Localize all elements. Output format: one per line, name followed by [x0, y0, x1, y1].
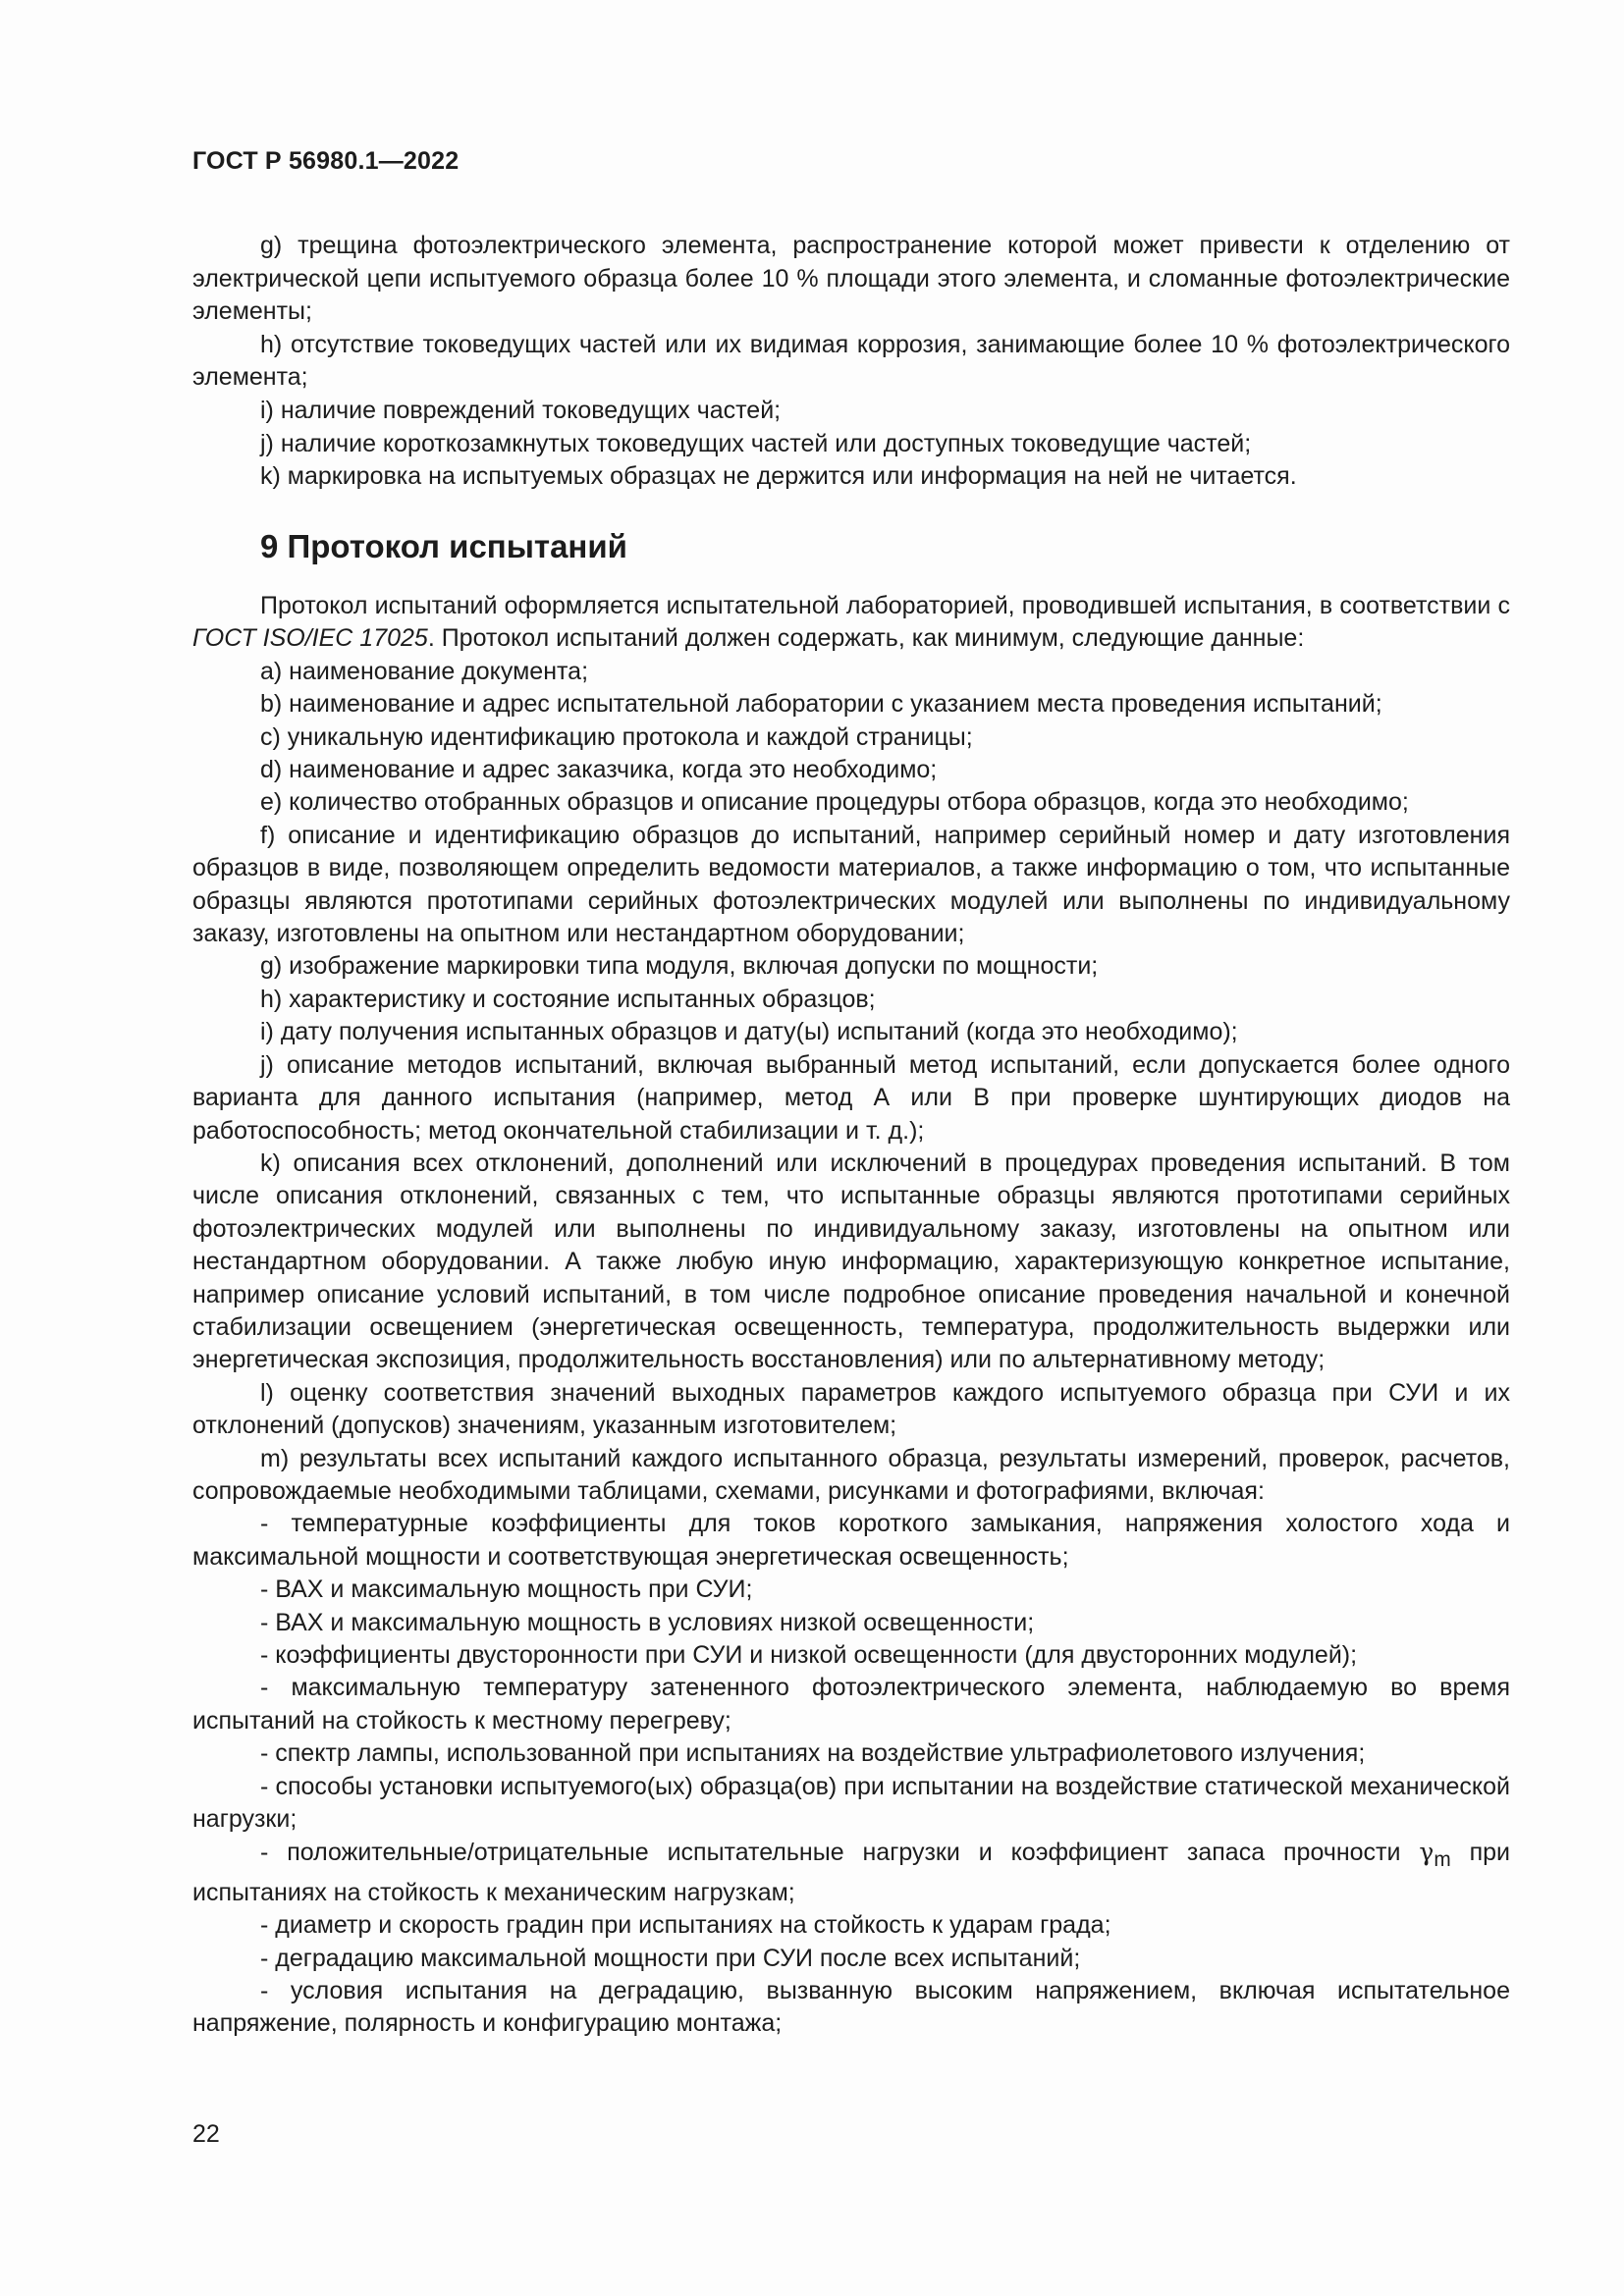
list-item: j) наличие короткозамкнутых токоведущих частей или доступных токоведущие частей;	[260, 429, 1252, 457]
list-item-gamma	[192, 1836, 1510, 1909]
intro-text: Протокол испытаний оформляется испытательной лабораторией, проводившей испытания, в соответствии с	[260, 592, 1510, 619]
list-item: m) результаты всех испытаний каждого испытанного образца, результаты измерений, проверок, расчетов, сопровождаемые необходимыми таблицами, схемами, рисунками и фотографиями, включая:	[192, 1444, 1510, 1505]
list-item: - диаметр и скорость градин при испытаниях на стойкость к ударам града;	[260, 1911, 1111, 1940]
list-item: - спектр лампы, использованной при испытаниях на воздействие ультрафиолетового излучения;	[260, 1739, 1366, 1768]
list-item: - температурные коэффициенты для токов короткого замыкания, напряжения холостого хода и максимальной мощности и соответствующая энергетическая освещенность;	[192, 1510, 1510, 1571]
gamma-symbol: γ	[1419, 1838, 1435, 1867]
list-item: i) наличие повреждений токоведущих частей;	[260, 396, 782, 424]
list-item: - максимальную температуру затененного фотоэлектрического элемента, наблюдаемую во время испытаний на стойкость к местному перегреву;	[192, 1674, 1510, 1735]
list-item: - деградацию максимальной мощности при СУИ после всех испытаний;	[260, 1944, 1081, 1972]
list-item: a) наименование документа;	[260, 657, 589, 685]
list-item: - коэффициенты двусторонности при СУИ и низкой освещенности (для двусторонних модулей);	[260, 1641, 1358, 1669]
gamma-subscript: m	[1434, 1848, 1451, 1872]
intro-paragraph	[192, 590, 1510, 656]
section-9-body	[192, 590, 1510, 2041]
list-item: d) наименование и адрес заказчика, когда это необходимо;	[260, 756, 938, 784]
list-item: - ВАХ и максимальную мощность при СУИ;	[260, 1575, 753, 1604]
list-item: b) наименование и адрес испытательной лаборатории с указанием места проведения испытаний;	[260, 690, 1382, 719]
list-item: h) характеристику и состояние испытанных образцов;	[260, 985, 876, 1013]
list-item: k) маркировка на испытуемых образцах не держится или информация на ней не читается.	[260, 462, 1297, 491]
list-item: g) изображение маркировки типа модуля, включая допуски по мощности;	[260, 952, 1099, 981]
section-8-list	[192, 230, 1510, 494]
list-item: e) количество отобранных образцов и описание процедуры отбора образцов, когда это необходимо;	[260, 788, 1409, 817]
standard-reference: ГОСТ ISO/IEC 17025	[192, 624, 428, 653]
list-item: - условия испытания на деградацию, вызванную высоким напряжением, включая испытательное напряжение, полярность и конфигурацию монтажа;	[192, 1977, 1510, 2038]
section-title: 9 Протокол испытаний	[260, 528, 627, 564]
intro-text: . Протокол испытаний должен содержать, как минимум, следующие данные:	[427, 624, 1305, 653]
gamma-item-text: при испытаниях на стойкость к механическим нагрузкам;	[192, 1839, 1510, 1906]
gamma-item-text: - положительные/отрицательные испытательные нагрузки и коэффициент запаса прочности	[260, 1839, 1420, 1867]
page-number: 22	[192, 2120, 220, 2148]
list-item: c) уникальную идентификацию протокола и каждой страницы;	[260, 722, 973, 751]
list-item: j) описание методов испытаний, включая выбранный метод испытаний, если допускается более одного варианта для данного испытания (например, метод А или В при проверке шунтирующих диодов на работоспособность; метод окончательной стабилизации и т. д.);	[192, 1050, 1510, 1145]
list-item: - способы установки испытуемого(ых) образца(ов) при испытании на воздействие статической механической нагрузки;	[192, 1772, 1510, 1834]
list-item: i) дату получения испытанных образцов и дату(ы) испытаний (когда это необходимо);	[260, 1018, 1238, 1046]
document-header: ГОСТ Р 56980.1—2022	[192, 147, 460, 175]
list-item: l) оценку соответствия значений выходных параметров каждого испытуемого образца при СУИ и их отклонений (допусков) значениям, указанным изготовителем;	[192, 1378, 1510, 1440]
list-item: f) описание и идентификацию образцов до испытаний, например серийный номер и дату изготовления образцов в виде, позволяющем определить ведомости материалов, а также информацию о том, что испытанные образцы являются прототипами серийных фотоэлектрических модулей или выполнены по индивидуальному заказу, изготовлены на опытном или нестандартном оборудовании;	[192, 821, 1510, 948]
list-item: - ВАХ и максимальную мощность в условиях низкой освещенности;	[260, 1608, 1035, 1636]
list-item: h) отсутствие токоведущих частей или их видимая коррозия, занимающие более 10 % фотоэлектрического элемента;	[192, 330, 1510, 392]
list-item: k) описания всех отклонений, дополнений или исключений в процедурах проведения испытаний. В том числе описания отклонений, связанных с тем, что испытанные образцы являются прототипами серийных фотоэлектрических модулей или выполнены по индивидуальному заказу, изготовлены на опытном или нестандартном оборудовании. А также любую иную информацию, характеризующую конкретное испытание, например описание условий испытаний, в том числе подробное описание проведения начальной и конечной стабилизации освещением (энергетическая освещенность, температура, продолжительность выдержки или энергетическая экспозиция, продолжительность восстановления) или по альтернативному методу;	[192, 1148, 1510, 1374]
list-item: g) трещина фотоэлектрического элемента, распространение которой может привести к отделению от электрической цепи испытуемого образца более 10 % площади этого элемента, и сломанные фотоэлектрические элементы;	[192, 232, 1510, 326]
